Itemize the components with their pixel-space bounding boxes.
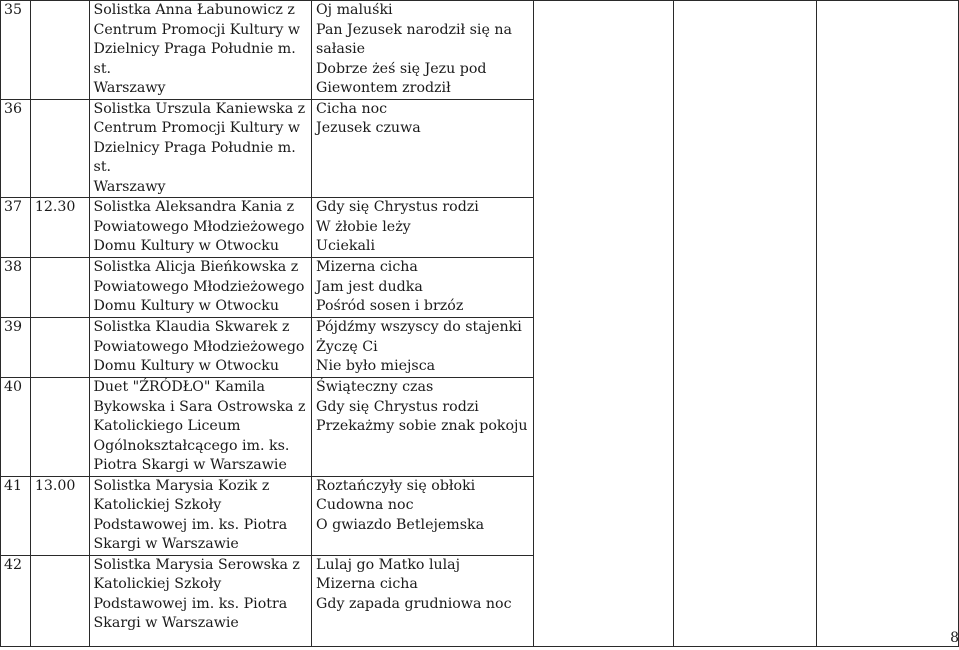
performer-cell: Duet "ŹRÓDŁO" Kamila Bykowska i Sara Ostrowska z Katolickiego Liceum Ogólnokształcącego im. ks. Piotra Skargi w Warszawie [89,378,311,477]
entry-time: 13.00 [30,476,89,555]
entry-number: 37 [1,198,31,258]
entry-number: 40 [1,378,31,477]
entry-number: 35 [1,1,31,100]
songs-cell: Oj maluśki Pan Jezusek narodził się na sałasie Dobrze żeś się Jezu pod Giewontem zrodził [312,1,534,100]
entry-number: 39 [1,318,31,378]
entry-time [30,258,89,318]
empty-cell [534,1,673,647]
performer-cell: Solistka Urszula Kaniewska z Centrum Promocji Kultury w Dzielnicy Praga Południe m. st. Warszawy [89,99,311,198]
entry-time: 12.30 [30,198,89,258]
performer-cell: Solistka Marysia Serowska z Katolickiej Szkoły Podstawowej im. ks. Piotra Skargi w Warszawie [89,555,311,646]
performer-cell: Solistka Aleksandra Kania z Powiatowego Młodzieżowego Domu Kultury w Otwocku [89,198,311,258]
songs-cell: Cicha noc Jezusek czuwa [312,99,534,198]
entry-time [30,318,89,378]
entry-number: 42 [1,555,31,646]
table-row [1,1,959,100]
songs-cell: Gdy się Chrystus rodzi W żłobie leży Uciekali [312,198,534,258]
entry-time [30,555,89,646]
performer-cell: Solistka Anna Łabunowicz z Centrum Promocji Kultury w Dzielnicy Praga Południe m. st. Warszawy [89,1,311,100]
entry-time [30,99,89,198]
performer-cell: Solistka Marysia Kozik z Katolickiej Szkoły Podstawowej im. ks. Piotra Skargi w Warszawie [89,476,311,555]
songs-cell: Mizerna cicha Jam jest dudka Pośród sosen i brzóz [312,258,534,318]
page-number: 8 [950,630,959,646]
entry-number: 41 [1,476,31,555]
entry-number: 38 [1,258,31,318]
performer-cell: Solistka Klaudia Skwarek z Powiatowego Młodzieżowego Domu Kultury w Otwocku [89,318,311,378]
songs-cell: Lulaj go Matko lulaj Mizerna cicha Gdy zapada grudniowa noc [312,555,534,646]
songs-cell: Świąteczny czas Gdy się Chrystus rodzi Przekażmy sobie znak pokoju [312,378,534,477]
entry-time [30,378,89,477]
performer-cell: Solistka Alicja Bieńkowska z Powiatowego Młodzieżowego Domu Kultury w Otwocku [89,258,311,318]
empty-cell [673,1,816,647]
entry-number: 36 [1,99,31,198]
entry-time [30,1,89,100]
songs-cell: Pójdźmy wszyscy do stajenki Życzę Ci Nie było miejsca [312,318,534,378]
empty-cell [816,1,958,647]
songs-cell: Roztańczyły się obłoki Cudowna noc O gwiazdo Betlejemska [312,476,534,555]
